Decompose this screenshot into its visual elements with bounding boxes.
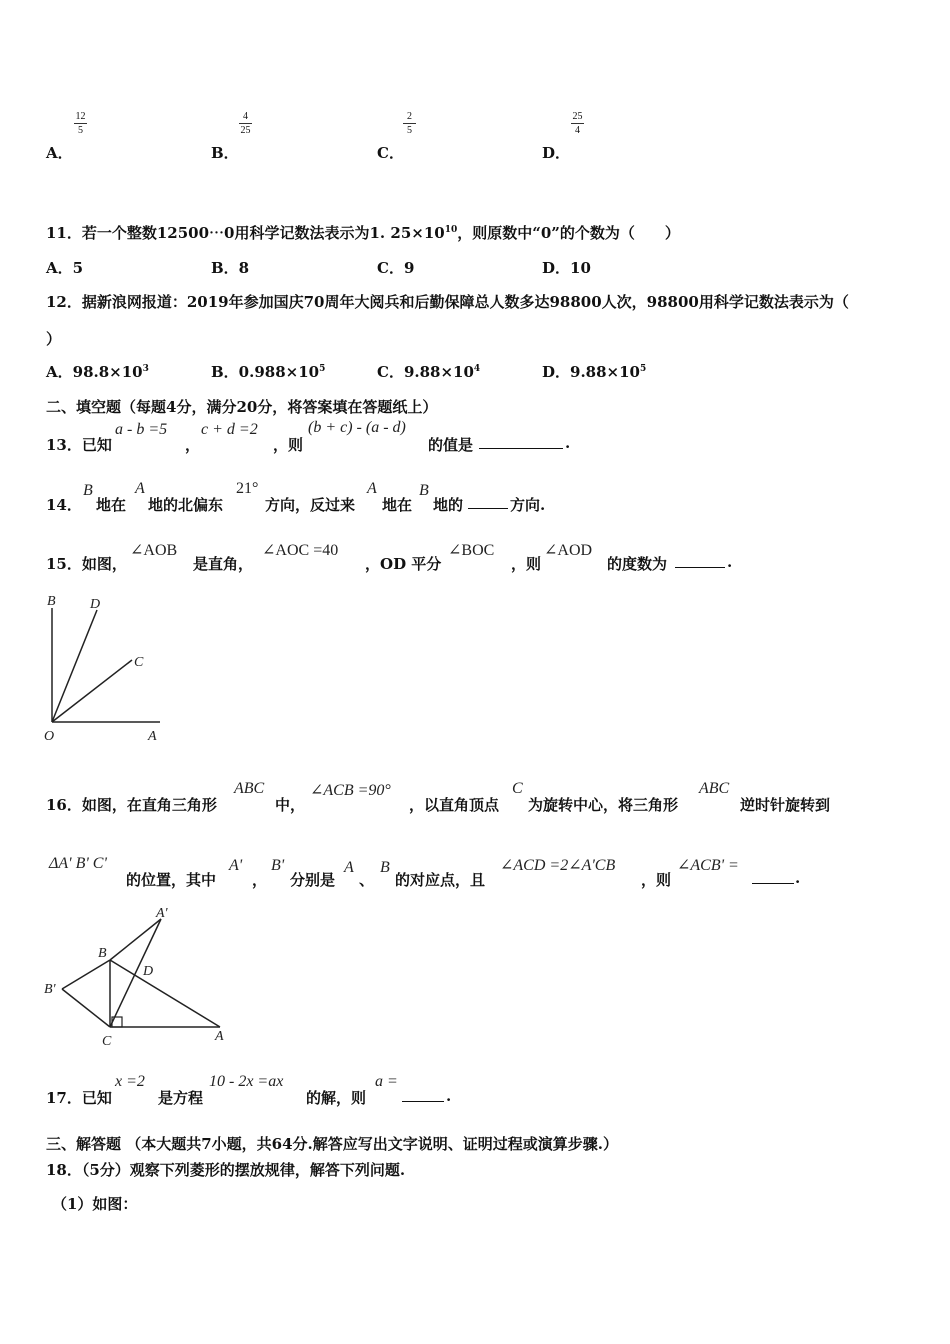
label-b-prime: B' (44, 982, 56, 997)
q15-a3: ∠BOC (448, 542, 495, 559)
label-c: C (134, 655, 144, 670)
q12-option-b-text: B．0.988×10 (211, 363, 320, 381)
q10-option-d-label: D． (542, 144, 571, 162)
fraction-denominator: 5 (407, 125, 412, 136)
q14-b1: B (83, 482, 93, 499)
q14-a1: A (135, 480, 145, 497)
q16-t6: 分别是 (290, 871, 336, 889)
q13-expr1: a - b =5 (115, 421, 168, 438)
q16-t5: 的位置，其中 (126, 871, 217, 889)
segment-b-a-prime (110, 919, 161, 960)
q10-option-c-label: C． (377, 144, 404, 162)
q14-prefix: 14． (46, 496, 82, 514)
q13-end: . (565, 434, 571, 452)
q11-option-b: B．8 (211, 259, 250, 277)
section3-title: 三、解答题 （本大题共7小题，共64分.解答应写出文字说明、证明过程或演算步骤.） (46, 1135, 618, 1153)
q16-triangle: ΔA' B' C' (49, 855, 107, 872)
q16-condition: ∠ACD =2∠A'CB (500, 857, 616, 874)
fraction-numerator: 2 (407, 111, 412, 122)
q12-option-a (46, 361, 149, 382)
q13-comma: ， (185, 436, 201, 454)
q16-abc1: ABC (234, 780, 265, 797)
q16-end: . (795, 869, 801, 887)
q13-expr3: (b + c) - (a - d) (308, 419, 406, 436)
fraction-denominator: 25 (240, 125, 251, 136)
q13-prefix: 13．已知 (46, 436, 112, 454)
q12-option-d-exp: 5 (639, 364, 647, 374)
q11-option-a: A．5 (46, 259, 84, 277)
q12-option-c-text: C．9.88×10 (377, 363, 474, 381)
q15-prefix: 15．如图， (46, 555, 127, 573)
label-c: C (102, 1034, 112, 1049)
fraction-numerator: 25 (572, 111, 583, 122)
q11-stem-text: 11．若一个整数12500⋯0用科学记数法表示为1. 25×10 (46, 224, 445, 242)
q16-b: B (380, 859, 390, 876)
q15-a4: ∠AOD (544, 542, 593, 559)
fraction-denominator: 4 (575, 125, 580, 136)
label-a: A (215, 1029, 224, 1044)
q12-option-d-text: D．9.88×10 (542, 363, 640, 381)
q11-stem (46, 222, 680, 243)
q14-t6: 方向. (510, 496, 546, 514)
q16-abc2: ABC (699, 780, 730, 797)
q16-t7: 的对应点，且 (395, 871, 486, 889)
q14-answer-blank[interactable] (468, 494, 508, 513)
q15-t4: 的度数为 (607, 555, 668, 573)
label-d: D (143, 964, 154, 979)
label-b: B (98, 946, 107, 961)
q17-end: . (446, 1087, 452, 1105)
q16-comma: ， (252, 871, 268, 889)
q14-t4: 地在 (382, 496, 413, 514)
segment-ca-prime (110, 919, 161, 1027)
q10-option-a-label: A． (46, 144, 73, 162)
q16-angle: ∠ACB =90° (310, 782, 391, 799)
q10-option-b-fraction (239, 111, 252, 136)
q14-t3: 方向，反过来 (265, 496, 356, 514)
q10-option-c-fraction (403, 111, 416, 136)
q16-c: C (512, 780, 523, 797)
q15-a2: ∠AOC =40 (262, 542, 339, 559)
q16-a: A (344, 859, 354, 876)
q16-ask: ∠ACB' = (677, 857, 739, 874)
q11-option-c: C．9 (377, 259, 415, 277)
q16-rotation-figure (40, 905, 240, 1050)
q13-answer-blank[interactable] (479, 434, 563, 453)
q11-option-d: D．10 (542, 259, 591, 277)
q12-option-a-text: A．98.8×10 (46, 363, 143, 381)
q15-t3: ，则 (511, 555, 542, 573)
q11-exponent: 10 (444, 225, 458, 235)
q12-option-a-exp: 3 (142, 364, 149, 374)
q18-stem: 18．（5分）观察下列菱形的摆放规律，解答下列问题. (46, 1161, 406, 1179)
label-o: O (44, 729, 55, 744)
fraction-numerator: 4 (243, 111, 248, 122)
q18-part1: （1）如图： (52, 1195, 138, 1213)
q14-t2: 地的北偏东 (148, 496, 224, 514)
q16-sep: 、 (359, 871, 375, 889)
q10-option-b-label: B． (211, 144, 239, 162)
q14-angle: 21° (236, 480, 259, 497)
q17-a: a = (375, 1073, 398, 1090)
label-a: A (148, 729, 157, 744)
q15-a1: ∠AOB (130, 542, 178, 559)
q17-x: x =2 (115, 1073, 145, 1090)
q17-t2: 的解，则 (306, 1089, 367, 1107)
q16-t4: 逆时针旋转到 (740, 796, 831, 814)
label-d: D (90, 597, 101, 612)
q15-angle-figure (40, 590, 170, 750)
q12-stem-line1: 12．据新浪网报道：2019年参加国庆70周年大阅兵和后勤保障总人数多达98800人次，98800用科学记数法表示为（ (46, 293, 849, 311)
q15-t2: ，OD 平分 (365, 555, 442, 573)
q16-t2: ，以直角顶点 (409, 796, 500, 814)
q16-prefix: 16．如图，在直角三角形 (46, 796, 217, 814)
q11-stem-tail: ，则原数中“0”的个数为（ ） (457, 224, 680, 242)
q13-suffix: 的值是 (428, 436, 474, 454)
q15-answer-blank[interactable] (675, 553, 725, 572)
q13-expr2: c + d =2 (201, 421, 258, 438)
q17-prefix: 17．已知 (46, 1089, 112, 1107)
q12-option-d (542, 361, 646, 382)
section2-title: 二、填空题（每题4分，满分20分，将答案填在答题纸上） (46, 398, 438, 416)
q16-t3: 为旋转中心，将三角形 (528, 796, 679, 814)
q12-option-b (211, 361, 325, 382)
q12-option-c (377, 361, 480, 382)
q16-t1: 中， (275, 796, 306, 814)
q17-equation: 10 - 2x =ax (209, 1073, 284, 1090)
q16-t8: ，则 (641, 871, 672, 889)
q14-t5: 地的 (433, 496, 464, 514)
q12-stem-line2: ） (46, 330, 62, 348)
q16-b-prime: B' (271, 857, 285, 874)
q17-answer-blank[interactable] (402, 1087, 444, 1106)
segment-b-prime-b (62, 960, 110, 989)
q17-t1: 是方程 (158, 1089, 204, 1107)
q15-t1: 是直角， (193, 555, 254, 573)
q10-option-d-fraction (571, 111, 584, 136)
label-a-prime: A' (156, 906, 168, 921)
segment-b-prime-c (62, 989, 110, 1027)
fraction-denominator: 5 (78, 125, 83, 136)
label-b: B (47, 594, 56, 609)
q15-end: . (727, 553, 733, 571)
q16-answer-blank[interactable] (752, 869, 794, 888)
q14-b2: B (419, 482, 429, 499)
q12-option-b-exp: 5 (319, 364, 326, 374)
q10-option-a-fraction (74, 111, 87, 136)
q13-mid: ，则 (273, 436, 304, 454)
q16-a-prime: A' (229, 857, 243, 874)
q14-a2: A (367, 480, 377, 497)
q14-t1: 地在 (96, 496, 127, 514)
fraction-numerator: 12 (75, 111, 86, 122)
q12-option-c-exp: 4 (473, 364, 481, 374)
